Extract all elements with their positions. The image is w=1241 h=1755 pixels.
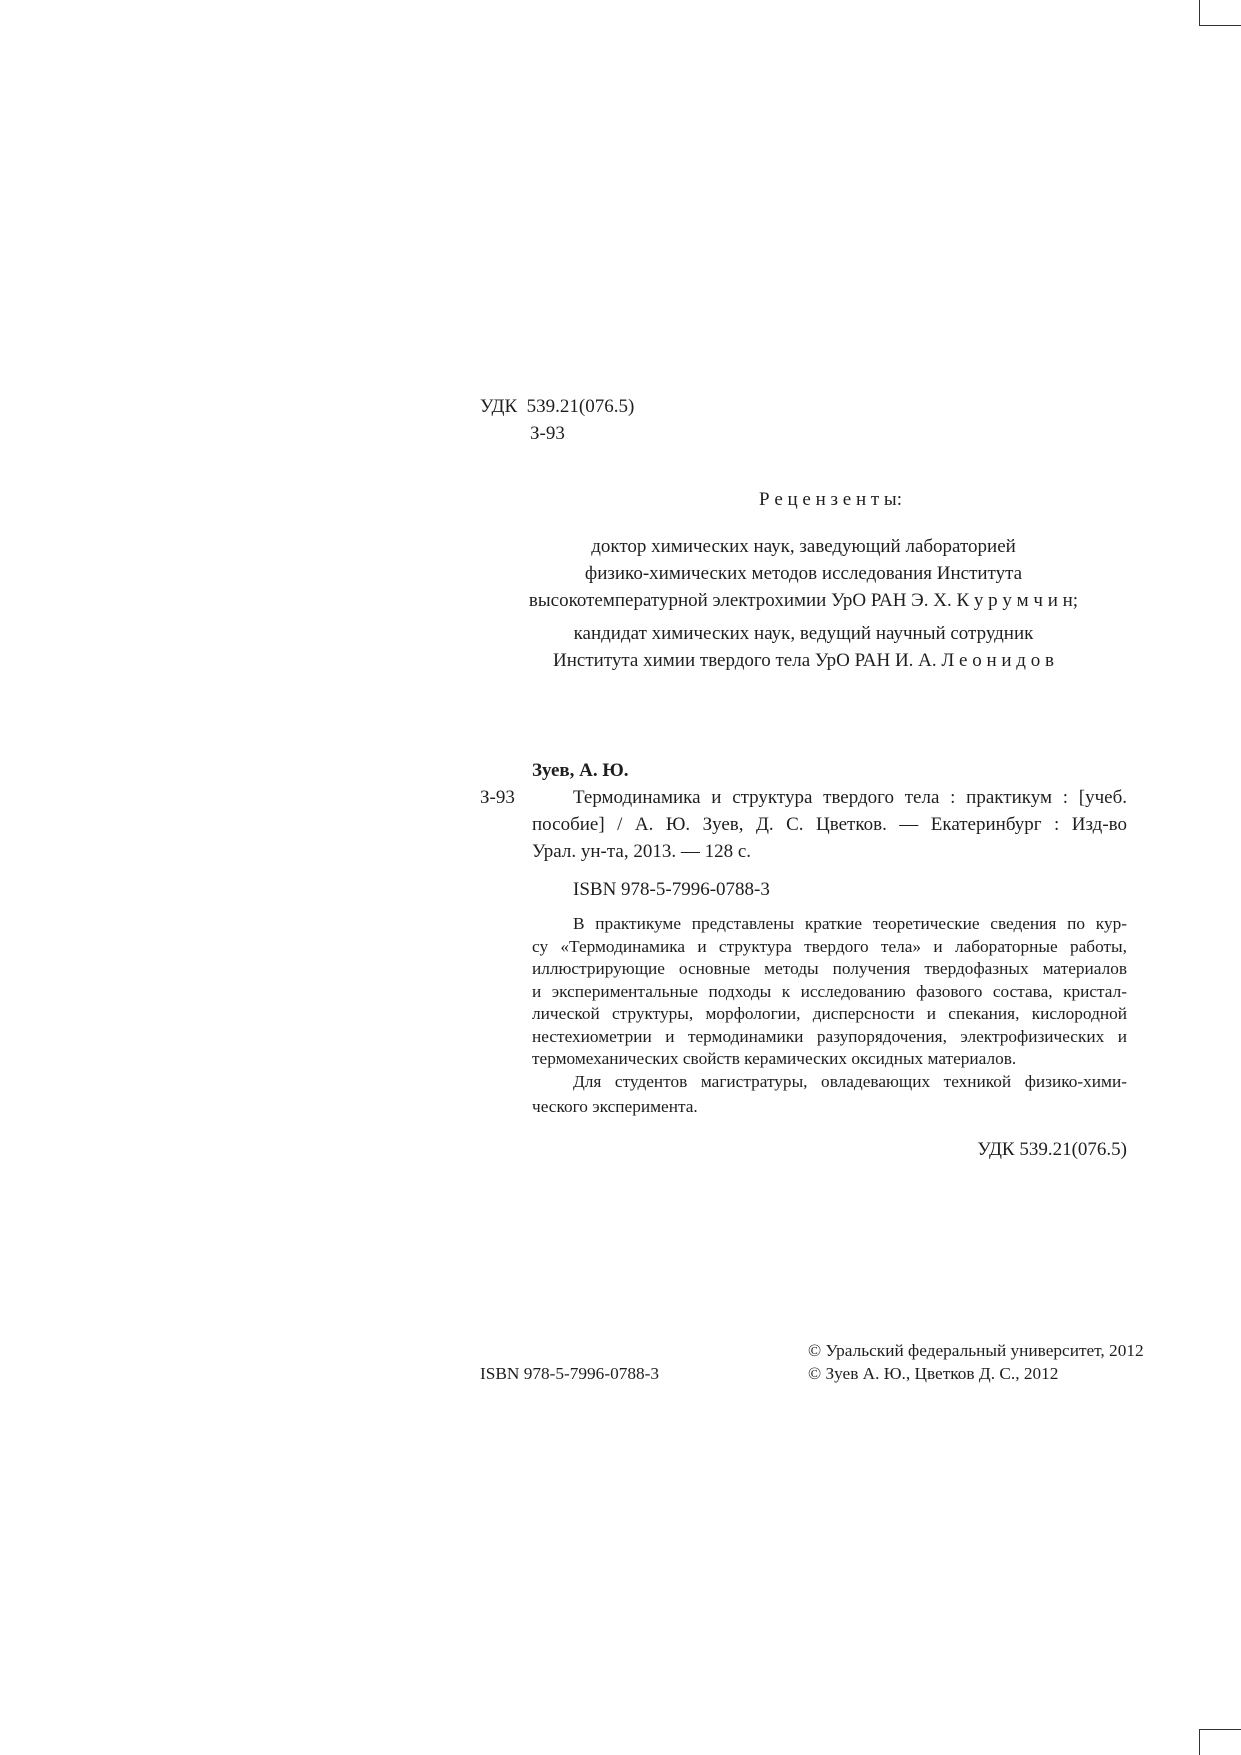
footer-copyright1: © Уральский федеральный университет, 2012: [808, 1341, 1144, 1360]
abstract-line1: В практикуме представлены краткие теоретические сведения по кур-: [573, 914, 1127, 933]
reviewer1-line1: доктор химических наук, заведующий лабораторией: [591, 536, 1016, 557]
biblio-description: [532, 784, 1127, 865]
crop-mark-bottom-vertical: [1199, 1729, 1200, 1755]
reviewer2-line1: кандидат химических наук, ведущий научный сотрудник: [573, 623, 1034, 644]
crop-mark-top-vertical: [1199, 0, 1200, 26]
udk-top: [480, 393, 634, 420]
reviewers-heading: Р е ц е н з е н т ы:: [759, 489, 902, 510]
abstract-line4: и экспериментальные подходы к исследованию фазового состава, кристал-: [532, 981, 1127, 1001]
reviewer1-surname: К у р у м ч и н;: [956, 590, 1079, 611]
biblio-line3: Урал. ун-та, 2013. — 128 с.: [532, 841, 752, 862]
biblio-author: Зуев, А. Ю.: [532, 760, 629, 781]
abstract-line2: су «Термодинамика и структура твердого тела» и лабораторные работы,: [532, 936, 1127, 956]
abstract-line3: иллюстрирующие основные методы получения твердофазных материалов: [532, 959, 1127, 978]
author-sign-top: З-93: [530, 423, 565, 444]
reviewer2-line2: [480, 647, 1127, 674]
biblio-line2: пособие] / А. Ю. Зуев, Д. С. Цветков. — Екатеринбург : Изд-во: [532, 814, 1127, 835]
reviewer2-line2-prefix: Института химии твердого тела УрО РАН И. А.: [553, 650, 937, 671]
reviewer2-surname: Л е о н и д о в: [941, 650, 1054, 671]
crop-mark-bottom-horizontal: [1199, 1729, 1241, 1730]
biblio-isbn: ISBN 978-5-7996-0788-3: [573, 879, 770, 900]
biblio-line1: Термодинамика и структура твердого тела : практикум : [учеб.: [573, 787, 1127, 808]
abstract-audience-line1: Для студентов магистратуры, овладевающих техникой физико-хими-: [573, 1071, 1127, 1091]
abstract-line5: лической структуры, морфологии, дисперсности и спекания, кислородной: [532, 1004, 1127, 1023]
abstract-udk: УДК 539.21(076.5): [977, 1139, 1127, 1160]
reviewer1-block: [480, 533, 1127, 614]
reviewer1-line3: [480, 587, 1127, 614]
abstract-line6: нестехиометрии и термодинамики разупорядочения, электрофизических и: [532, 1026, 1127, 1046]
biblio-sign: З-93: [480, 787, 515, 808]
footer-isbn: ISBN 978-5-7996-0788-3: [480, 1364, 660, 1383]
udk-code: УДК: [480, 396, 518, 417]
abstract-line7: термомеханических свойств керамических оксидных материалов.: [532, 1049, 1017, 1068]
crop-mark-top-horizontal: [1199, 25, 1241, 26]
abstract-audience-line2: ческого эксперимента.: [532, 1097, 698, 1116]
udk-number: 539.21(076.5): [526, 396, 635, 417]
reviewer1-line3-prefix: высокотемпературной электрохимии УрО РАН Э. Х.: [528, 590, 952, 611]
reviewer2-block: [480, 620, 1127, 674]
reviewer1-line2: физико-химических методов исследования Института: [584, 563, 1023, 584]
footer-copyright2: © Зуев А. Ю., Цветков Д. С., 2012: [808, 1364, 1059, 1383]
abstract: [532, 913, 1127, 1119]
